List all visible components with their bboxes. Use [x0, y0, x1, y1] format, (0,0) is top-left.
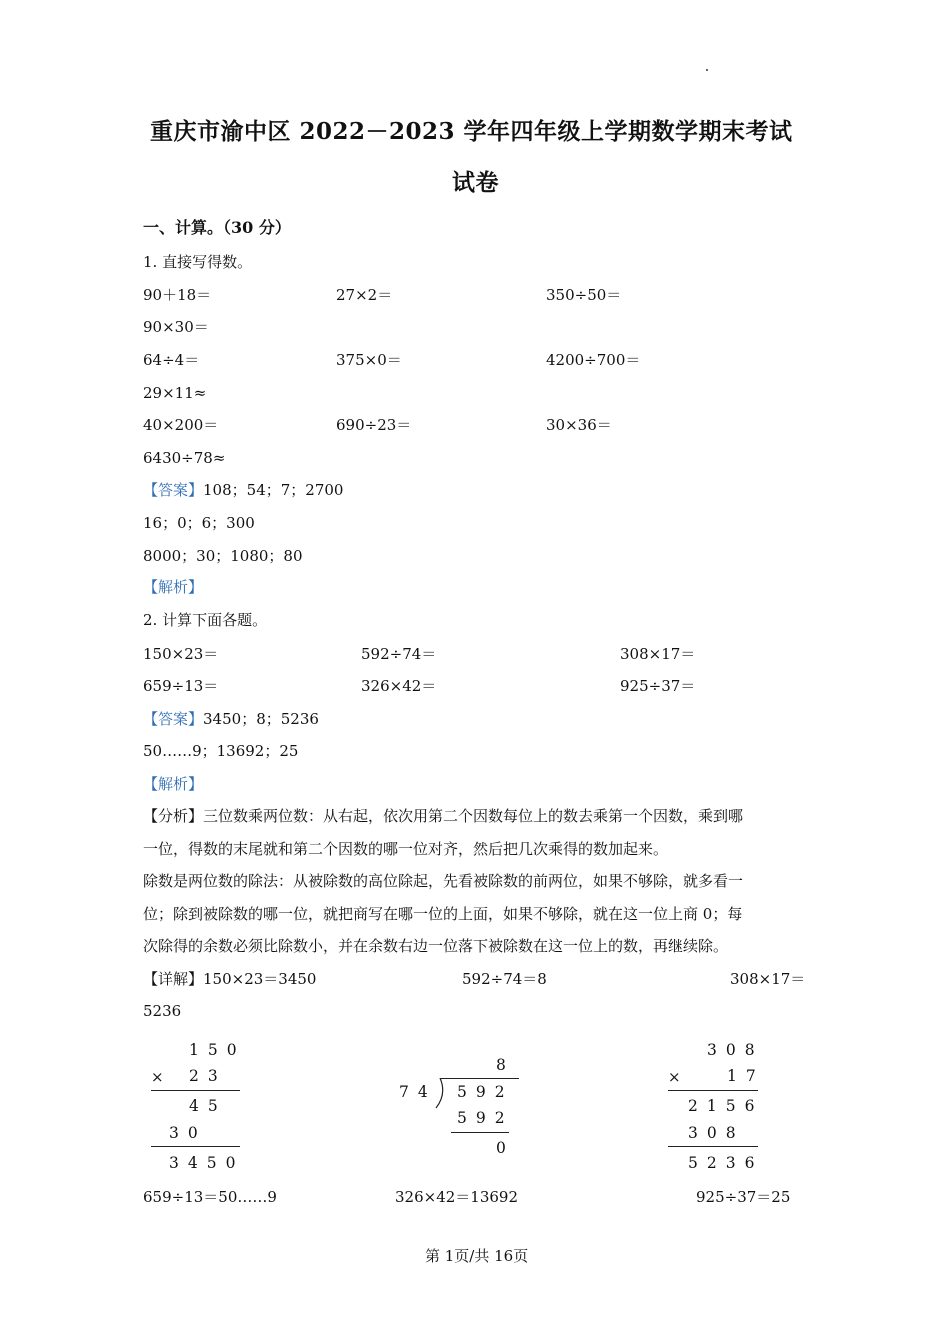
q1-item: 375×0＝: [336, 351, 402, 369]
vert1-multiplicand: 150: [189, 1041, 246, 1059]
div-remainder: 0: [496, 1139, 515, 1157]
detail-label: 【详解】: [143, 970, 204, 988]
decorative-dot: [706, 69, 708, 71]
q1-answer-line: 16；0；6；300: [143, 514, 255, 532]
analysis-line: 次除得的余数必须比除数小，并在余数右边一位落下被除数在这一位上的数，再继续除。: [143, 937, 729, 955]
q1-item: 30×36＝: [546, 416, 612, 434]
q1-item: 6430÷78≈: [143, 449, 226, 467]
analysis-line: 除数是两位数的除法：从被除数的高位除起，先看被除数的前两位，如果不够除，就多看一: [143, 872, 744, 890]
analysis-line: 位；除到被除数的哪一位，就把商写在哪一位的上面，如果不够除，就在这一位上商 0；每: [143, 905, 743, 923]
detail-eq-continued: 5236: [143, 1002, 182, 1020]
q2-answer-line: 50……9；13692；25: [143, 742, 299, 760]
answer-tag: 【答案】: [143, 481, 204, 499]
q1-item: 350÷50＝: [546, 286, 622, 304]
vert3-partial-1: 2156: [688, 1097, 764, 1115]
vert3-multiplier: 17: [727, 1067, 765, 1085]
q1-item: 40×200＝: [143, 416, 219, 434]
question-2-title: 2. 计算下面各题。: [143, 611, 268, 629]
q1-item: 64÷4＝: [143, 351, 200, 369]
detail-eq: 592÷74＝8: [462, 970, 547, 988]
answer-text: 108；54；7；2700: [203, 481, 344, 499]
q1-item: 4200÷700＝: [546, 351, 641, 369]
div-subtrahend: 592: [457, 1109, 514, 1127]
q2-answer: [143, 712, 319, 727]
vert3-multiplicand: 308: [707, 1041, 764, 1059]
div-quotient: 8: [496, 1056, 515, 1074]
vert3-rule: [668, 1146, 758, 1147]
vert1-partial-2: 30: [169, 1124, 207, 1142]
vert3-rule: [668, 1090, 758, 1091]
vert3-result: 5236: [688, 1154, 764, 1172]
analysis-paragraph: [143, 809, 743, 824]
detail-eq: 925÷37＝25: [696, 1188, 791, 1206]
vert3-partial-2: 308: [688, 1124, 745, 1142]
div-rule: [451, 1132, 509, 1133]
section-heading: 一、计算。（30 分）: [143, 218, 291, 237]
question-1-title: 1. 直接写得数。: [143, 253, 253, 271]
q1-item: 90＋18＝: [143, 286, 212, 304]
detail-eq: 150×23＝3450: [203, 970, 317, 988]
q1-answer-line: 8000；30；1080；80: [143, 547, 303, 565]
vert1-operator: ×: [151, 1068, 164, 1086]
page-footer: 第 1页/共 16页: [425, 1247, 529, 1265]
q1-item: 690÷23＝: [336, 416, 412, 434]
analysis-line: 一位，得数的末尾就和第二个因数的哪一位对齐，然后把几次乘得的数加起来。: [143, 840, 669, 858]
q2-item: 925÷37＝: [620, 677, 696, 695]
analysis-line: 三位数乘两位数：从右起，依次用第二个因数每位上的数去乘第一个因数，乘到哪: [203, 807, 744, 825]
vert1-rule: [151, 1090, 240, 1091]
q1-item: 29×11≈: [143, 384, 207, 402]
vert1-rule: [151, 1146, 240, 1147]
q1-item: 27×2＝: [336, 286, 393, 304]
q2-analysis-tag: 【解析】: [143, 775, 204, 793]
q2-item: 308×17＝: [620, 645, 696, 663]
q1-answer: [143, 483, 343, 498]
div-divisor: 74: [399, 1083, 437, 1101]
answer-text: 3450；8；5236: [203, 710, 319, 728]
q2-item: 326×42＝: [361, 677, 437, 695]
q1-analysis-tag: 【解析】: [143, 578, 204, 596]
q2-item: 592÷74＝: [361, 645, 437, 663]
div-dividend: 592: [457, 1083, 514, 1101]
vert1-multiplier: 23: [189, 1067, 227, 1085]
detail-eq: 659÷13＝50……9: [143, 1188, 277, 1206]
detail-eq: 326×42＝13692: [395, 1188, 519, 1206]
page-title: 重庆市渝中区 2022－2023 学年四年级上学期数学期末考试: [150, 118, 793, 145]
div-bar: [440, 1078, 519, 1079]
vert1-partial-1: 45: [189, 1097, 227, 1115]
q1-item: 90×30＝: [143, 318, 209, 336]
analysis-label: 【分析】: [143, 807, 204, 825]
q2-item: 150×23＝: [143, 645, 219, 663]
vert1-result: 3450: [169, 1154, 245, 1172]
page-title-line2: 试卷: [452, 169, 499, 196]
detail-line: [143, 972, 316, 987]
answer-tag: 【答案】: [143, 710, 204, 728]
q2-item: 659÷13＝: [143, 677, 219, 695]
detail-eq: 308×17＝: [730, 970, 806, 988]
vert3-operator: ×: [668, 1068, 681, 1086]
